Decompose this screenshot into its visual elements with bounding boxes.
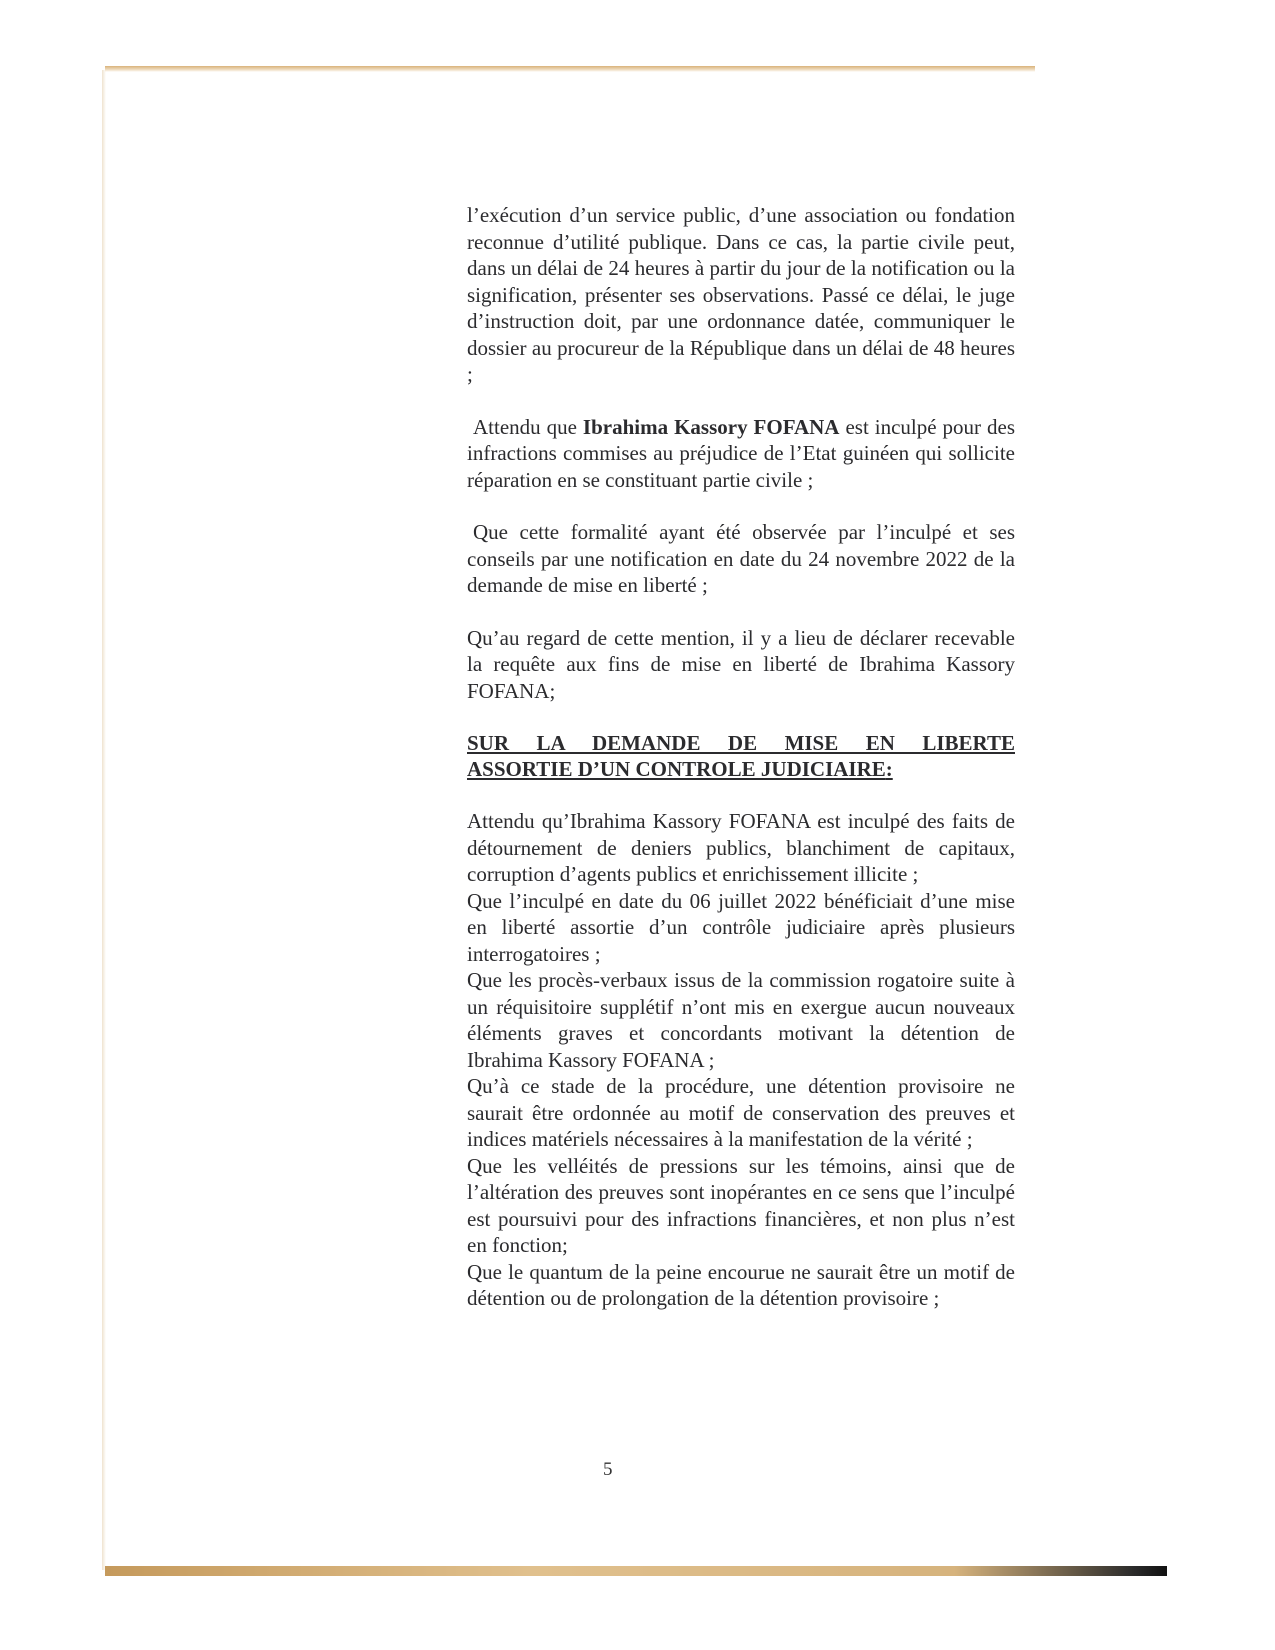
document-body	[467, 202, 1015, 1312]
section-heading-colon: :	[885, 757, 893, 781]
considerations-list	[467, 808, 1015, 1312]
paragraph-service-public: l’exécution d’un service public, d’une association ou fondation reconnue d’utilité publique. Dans ce cas, la partie civile peut, dans un délai de 24 heures à partir du jour de la notification ou la signification, présenter ses observations. Passé ce délai, le juge d’instruction doit, par une ordonnance datée, communiquer le dossier au procureur de la République dans un délai de 48 heures ;	[467, 203, 1015, 386]
scan-edge-bottom	[105, 1566, 1167, 1576]
section-heading	[467, 730, 1015, 782]
consideration-item: Que les procès-verbaux issus de la commission rogatoire suite à un réquisitoire supplétif n’ont mis en exergue aucun nouveaux éléments graves et concordants motivant la détention de Ibrahima Kassory FOFANA ;	[467, 968, 1015, 1072]
paragraph-attendu-prefix: Attendu que	[473, 414, 583, 439]
paragraph-recevable: Qu’au regard de cette mention, il y a lieu de déclarer recevable la requête aux fins de mise en liberté de Ibrahima Kassory FOFANA;	[467, 625, 1015, 703]
page-number: 5	[603, 1459, 613, 1480]
consideration-item: Que l’inculpé en date du 06 juillet 2022 bénéficiait d’une mise en liberté assortie d’un contrôle judiciaire après plusieurs interrogatoires ;	[467, 888, 1015, 966]
consideration-item: Attendu qu’Ibrahima Kassory FOFANA est inculpé des faits de détournement de deniers publics, blanchiment de capitaux, corruption d’agents publics et enrichissement illicite ;	[467, 809, 1015, 886]
scan-edge-top	[105, 66, 1035, 72]
section-heading-line1: SUR LA DEMANDE DE MISE EN LIBERTE	[467, 731, 1015, 755]
consideration-item: Que les velléités de pressions sur les témoins, ainsi que de l’altération des preuves sont inopérantes en ce sens que l’inculpé est poursuivi pour des infractions financières, et non plus n’est en fonction;	[467, 1153, 1015, 1257]
paragraph-attendu-inculpe	[467, 414, 1015, 494]
scan-edge-left	[102, 70, 106, 1570]
section-heading-line2: ASSORTIE D’UN CONTROLE JUDICIAIRE	[467, 757, 886, 781]
defendant-name-bold: Ibrahima Kassory FOFANA	[582, 414, 840, 439]
consideration-item: Qu’à ce stade de la procédure, une détention provisoire ne saurait être ordonnée au motif de conservation des preuves et indices matériels nécessaires à la manifestation de la vérité ;	[467, 1074, 1015, 1151]
paragraph-attendu-suffix: est inculpé pour des infractions commises au préjudice de l’Etat guinéen qui sollicite réparation en se constituant partie civile ;	[467, 414, 1015, 492]
consideration-item: Que le quantum de la peine encourue ne saurait être un motif de détention ou de prolongation de la détention provisoire ;	[467, 1259, 1015, 1310]
paragraph-formalite: Que cette formalité ayant été observée par l’inculpé et ses conseils par une notification en date du 24 novembre 2022 de la demande de mise en liberté ;	[467, 520, 1015, 597]
